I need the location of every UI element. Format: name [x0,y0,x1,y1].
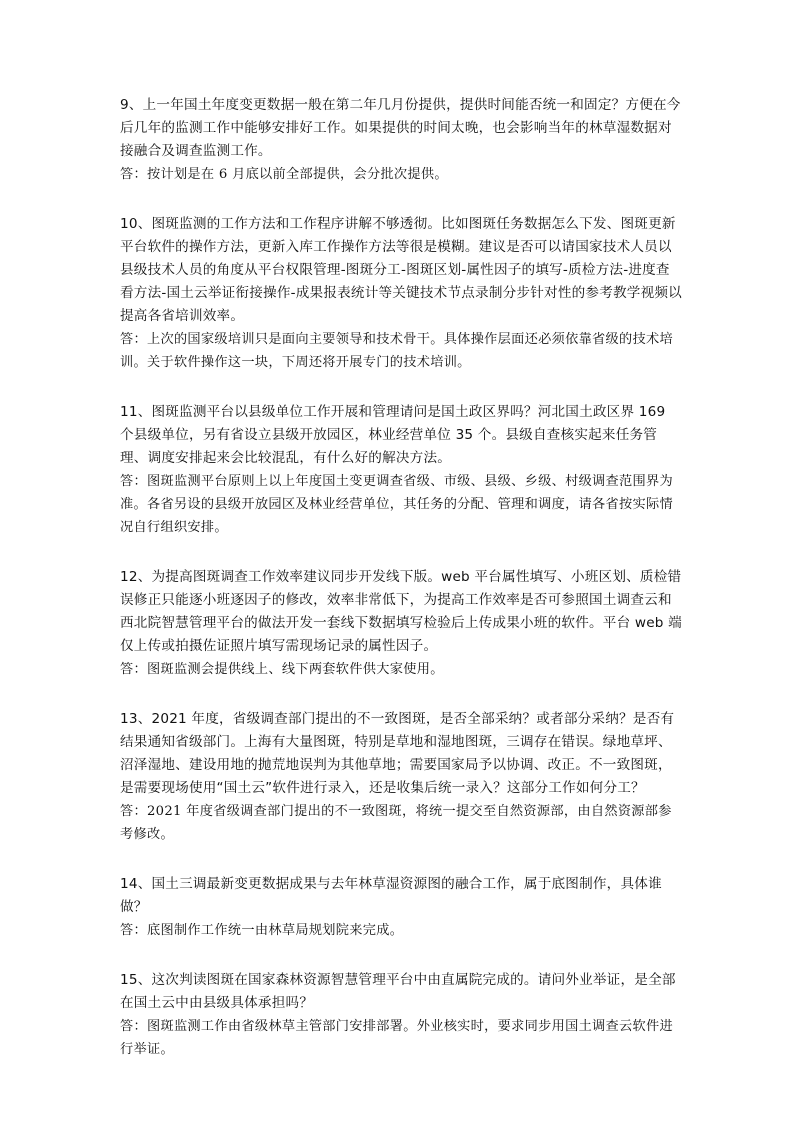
question-13: 13、2021 年度，省级调查部门提出的不一致图斑，是否全部采纳？或者部分采纳？是否有结果通知省级部门。上海有大量图斑，特别是草地和湿地图斑，三调存在错误。绿地草坪、沼泽湿地、建设用地的抛荒地误判为其他草地；需要国家局予以协调、改正。不一致图斑，是需要现场使用“国土云”软件进行录入，还是收集后统一录入？这部分工作如何分工？ [120,711,675,796]
qa-item-14 [120,873,682,942]
answer-10: 答：上次的国家级培训只是面向主要领导和技术骨干。具体操作层面还必须依靠省级的技术培训。关于软件操作这一块，下周还将开展专门的技术培训。 [120,332,673,370]
qa-item-10 [120,213,682,374]
answer-15: 答：图斑监测工作由省级林草主管部门安排部署。外业核实时，要求同步用国土调查云软件进行举证。 [120,1019,673,1057]
answer-12: 答：图斑监测会提供线上、线下两套软件供大家使用。 [120,662,444,677]
answer-14: 答：底图制作工作统一由林草局规划院来完成。 [120,923,404,938]
answer-11: 答：图斑监测平台原则上以上年度国土变更调查省级、市级、县级、乡级、村级调查范围界为准。各省另设的县级开放园区及林业经营单位，其任务的分配、管理和调度，请各省按实际情况自行组织安排。 [120,474,673,535]
qa-item-15 [120,969,682,1061]
question-11: 11、图斑监测平台以县级单位工作开展和管理请问是国土政区界吗？河北国土政区界 169 个县级单位，另有省设立县级开放园区，林业经营单位 35 个。县级自查核实起来任务管理、调度安排起来会比较混乱，有什么好的解决方法。 [120,404,666,466]
qa-item-13 [120,708,682,846]
qa-item-9 [120,94,682,186]
answer-9: 答：按计划是在 6 月底以前全部提供，会分批次提供。 [120,167,448,182]
question-12: 12、为提高图斑调查工作效率建议同步开发线下版。web 平台属性填写、小班区划、质检错误修正只能逐小班逐因子的修改，效率非常低下，为提高工作效率是否可参照国土调查云和西北院智慧管理平台的做法开发一套线下数据填写检验后上传成果小班的软件。平台 web 端仅上传或拍摄佐证照片填写需现场记录的属性因子。 [120,569,682,654]
qa-item-12 [120,566,682,681]
qa-item-11 [120,401,682,539]
question-9: 9、上一年国土年度变更数据一般在第二年几月份提供，提供时间能否统一和固定？方便在今后几年的监测工作中能够安排好工作。如果提供的时间太晚，也会影响当年的林草湿数据对接融合及调查监测工作。 [120,97,681,159]
answer-13: 答：2021 年度省级调查部门提出的不一致图斑，将统一提交至自然资源部，由自然资源部参考修改。 [120,804,672,842]
question-10: 10、图斑监测的工作方法和工作程序讲解不够透彻。比如图斑任务数据怎么下发、图斑更新平台软件的操作方法，更新入库工作操作方法等很是模糊。建议是否可以请国家技术人员以县级技术人员的角度从平台权限管理-图斑分工-图斑区划-属性因子的填写-质检方法-进度查看方法-国土云举证衔接操作-成果报表统计等关键技术节点录制分步针对性的参考教学视频以提高各省培训效率。 [120,216,682,324]
question-14: 14、国土三调最新变更数据成果与去年林草湿资源图的融合工作，属于底图制作，具体谁做？ [120,876,662,915]
question-15: 15、这次判读图斑在国家森林资源智慧管理平台中由直属院完成的。请问外业举证，是全部在国土云中由县级具体承担吗？ [120,972,676,1011]
